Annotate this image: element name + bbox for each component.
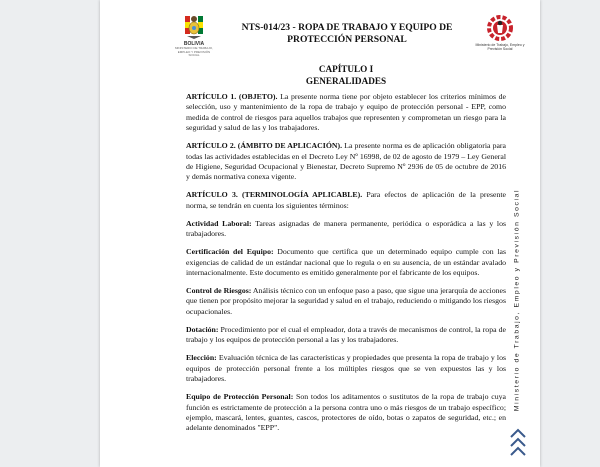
definition-item bbox=[186, 247, 506, 278]
document-body bbox=[186, 92, 506, 441]
ministry-subtitle: MINISTERIO DE TRABAJO, EMPLEO Y PREVISIÓN SOCIAL bbox=[175, 46, 213, 57]
article-text: La presente norma es de aplicación obligatoria para todas las actividades establecidas en el Decreto Ley Nº 16998, de 02 de agosto de 1979 – Ley General de Higiene, Seguridad Ocupacional y Bienestar, Decreto Supremo Nº 2936 de 05 de octubre de 2016 y demás normativa conexa vigente. bbox=[186, 141, 506, 182]
bolivia-coat-of-arms-icon bbox=[183, 14, 205, 40]
chapter-name: GENERALIDADES bbox=[305, 75, 387, 86]
chevron-up-icon bbox=[509, 425, 527, 463]
ministry-logo-caption: Ministerio de Trabajo, Empleo y Previsión Social bbox=[475, 43, 525, 52]
bolivia-brand-text: BOLIVIA bbox=[183, 41, 205, 47]
article-1 bbox=[186, 92, 506, 134]
definition-text: Procedimiento por el cual el empleador, dota a través de mecanismos de control, la ropa de trabajo y los equipos de protección personal a las y los trabajadores. bbox=[186, 324, 506, 345]
definition-term: Elección: bbox=[186, 353, 217, 363]
article-heading: ARTÍCULO 2. (ÁMBITO DE APLICACIÓN). bbox=[186, 141, 343, 151]
definition-term: Certificación del Equipo: bbox=[186, 247, 274, 257]
side-ministry-label bbox=[509, 175, 525, 425]
definition-item bbox=[186, 286, 506, 317]
document-page bbox=[100, 0, 540, 467]
definition-item bbox=[186, 392, 506, 434]
definition-term: Dotación: bbox=[186, 324, 219, 334]
article-2 bbox=[186, 141, 506, 183]
definition-text: Son todos los aditamentos o sustitutos de la ropa de trabajo cuya función es estrictamente de protección a la persona contra uno o más riesgos de un trabajo específico; ejemplo, mascará, lentes, guantes, cascos, protectores de oído, botas o zapatos de seguridad, etc.; en adelante denominados "EPP". bbox=[186, 392, 506, 433]
article-3 bbox=[186, 190, 506, 211]
article-heading: ARTÍCULO 1. (OBJETO). bbox=[186, 92, 278, 101]
definition-term: Control de Riesgos: bbox=[186, 286, 252, 296]
article-heading: ARTÍCULO 3. (TERMINOLOGÍA APLICABLE). bbox=[186, 190, 363, 200]
document-title: NTS-014/23 - ROPA DE TRABAJO Y EQUIPO DE PROTECCIÓN PERSONAL bbox=[241, 22, 453, 45]
ministry-gear-logo-icon bbox=[486, 14, 514, 42]
definition-item bbox=[186, 353, 506, 384]
chapter-number: CAPÍTULO I bbox=[318, 64, 374, 74]
article-text: La presente norma tiene por objeto establecer los criterios mínimos de selección, uso y mantenimiento de la ropa de trabajo y equipo de protección personal - EPP, como medida de control de riesgos para aquellos trabajos que representen y comprometan un riesgo para la seguridad y salud de las y los trabajadores. bbox=[186, 92, 506, 133]
definition-term: Equipo de Protección Personal: bbox=[186, 392, 294, 402]
definition-item bbox=[186, 219, 506, 240]
ministry-logo bbox=[475, 14, 525, 58]
definition-text: Análisis técnico con un enfoque paso a paso, que sigue una jerarquía de acciones que tienen por propósito mejorar la seguridad y salud en el trabajo, reduciendo o mitigando los riesgos ocupacionales. bbox=[186, 286, 506, 316]
definition-term: Actividad Laboral: bbox=[186, 218, 252, 228]
definition-text: Documento que certifica que un determinado equipo cumple con las exigencias de calidad de un estándar nacional que lo regula o en su ausencia, de un estándar avalado internacionalmente. Este documento es emitido generalmente por el fabricante de los equipos. bbox=[186, 247, 506, 278]
bolivia-coat-of-arms-logo bbox=[172, 14, 216, 57]
definition-text: Evaluación técnica de las características y propiedades que presenta la ropa de trabajo y los equipos de protección personal frente a los múltiples riesgos que se ven expuestos las y los trabajadores. bbox=[186, 353, 506, 384]
article-text: Para efectos de aplicación de la presente norma, se tendrán en cuenta los siguientes términos: bbox=[186, 190, 506, 210]
definition-item bbox=[186, 325, 506, 346]
side-ministry-text: Ministerio de Trabajo, Empleo y Previsión Social bbox=[513, 188, 521, 412]
chapter-heading bbox=[186, 64, 506, 87]
definition-text: Tareas asignadas de manera permanente, periódica o esporádica a las y los trabajadores. bbox=[186, 218, 507, 239]
